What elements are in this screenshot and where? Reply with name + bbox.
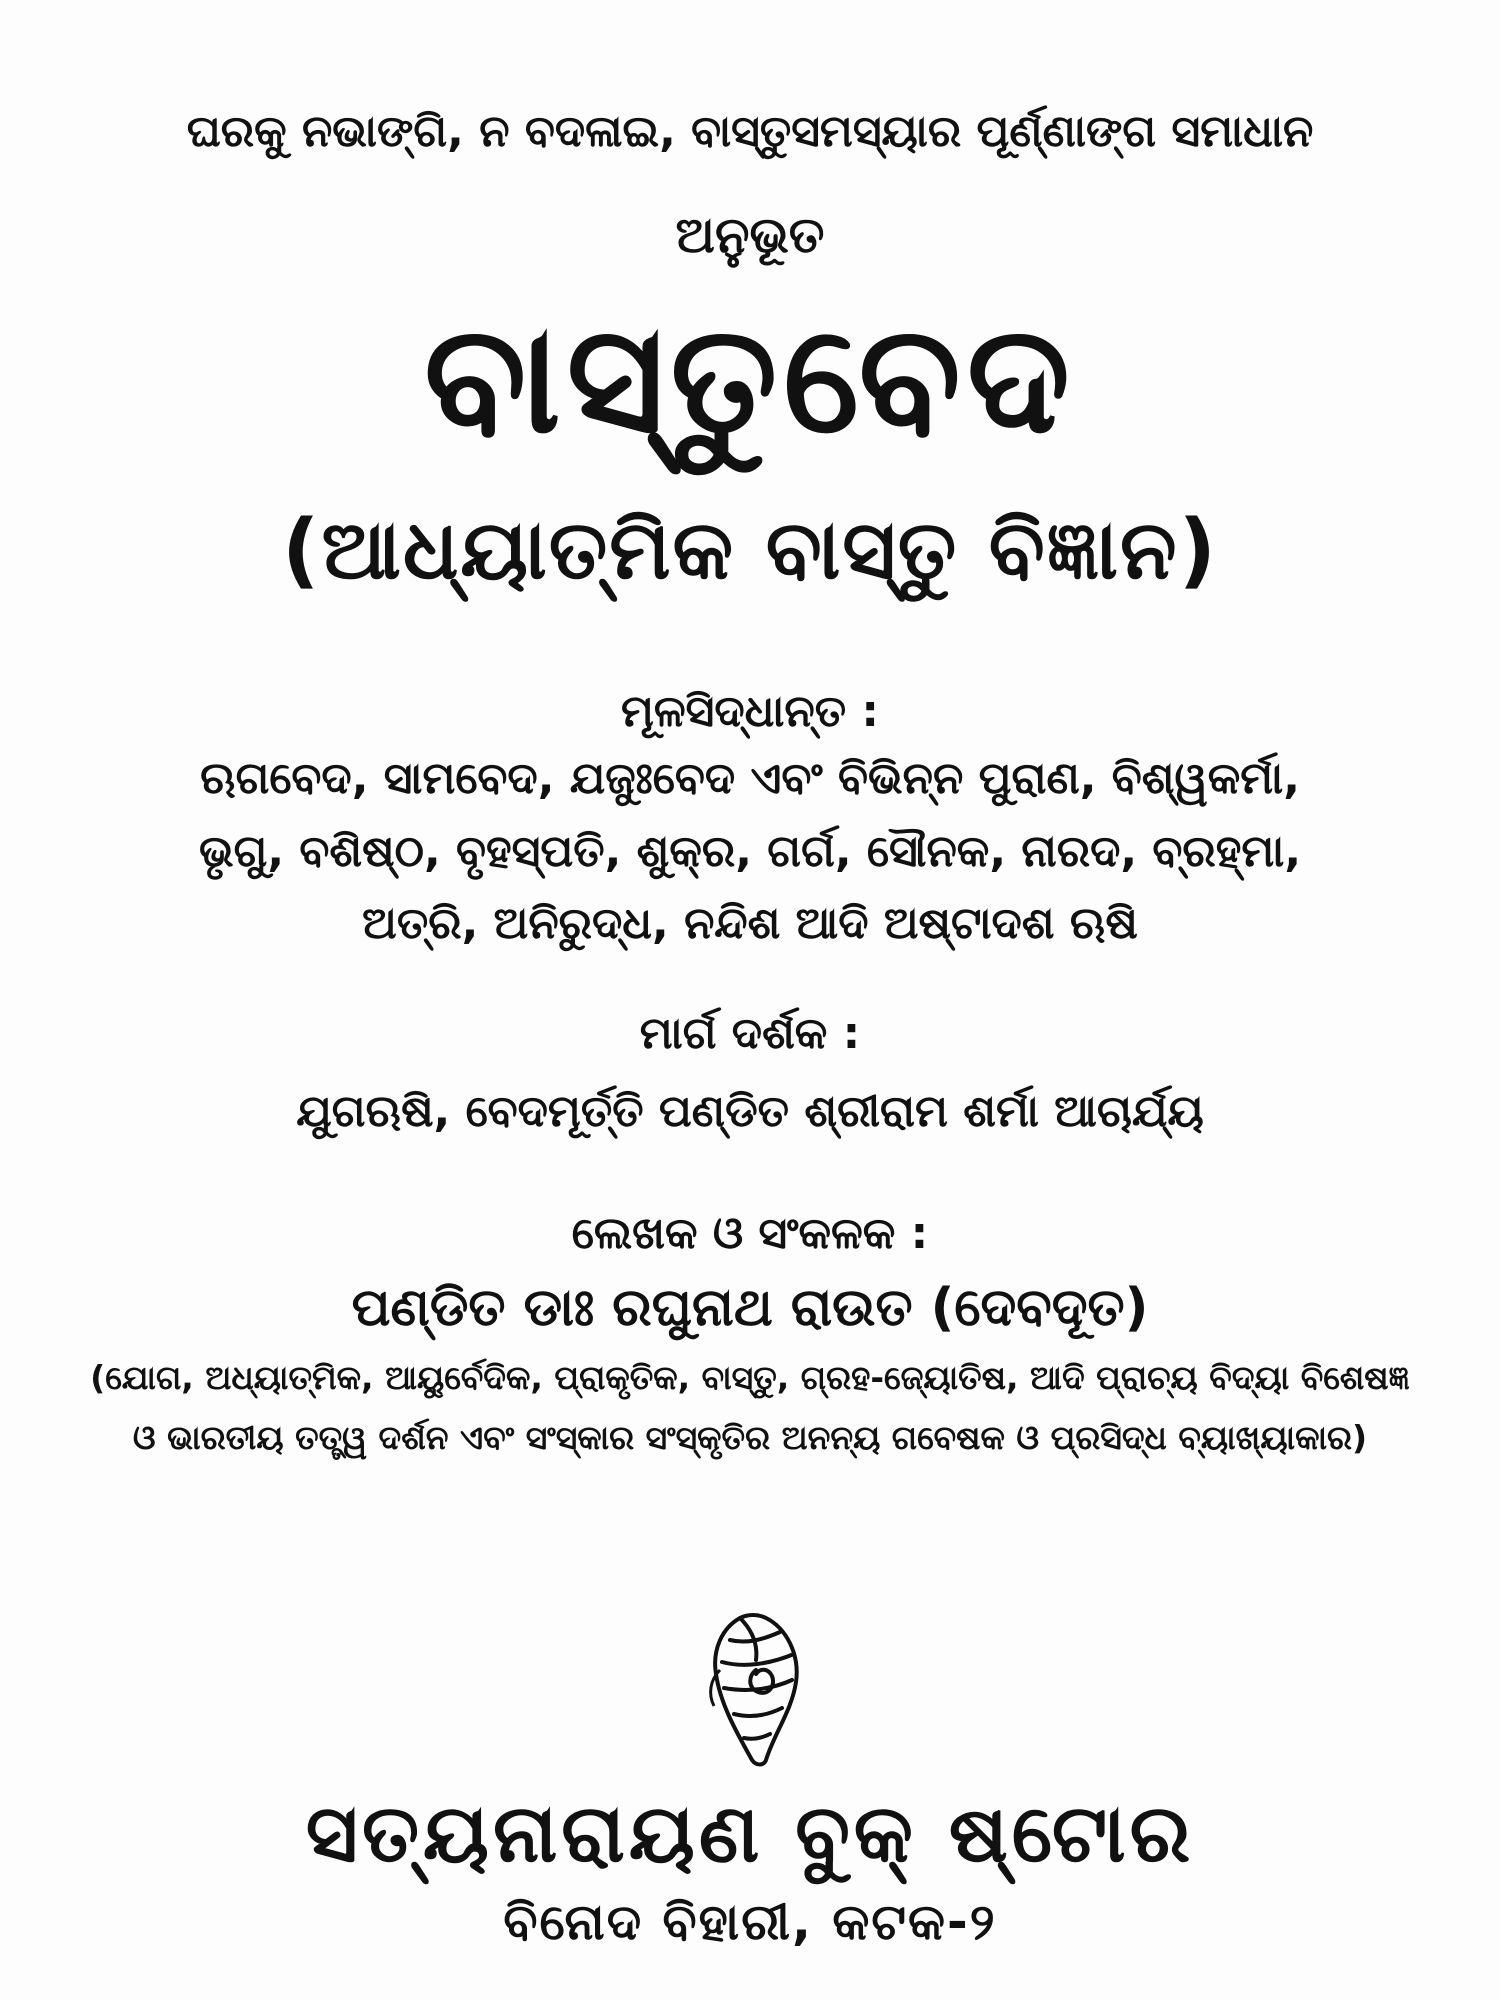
principles-label: ମୂଳସିଦ୍ଧାନ୍ତ : (620, 686, 880, 737)
author-description-line: ଓ ଭାରତୀୟ ତତ୍ତ୍ୱ ଦର୍ଶନ ଏବଂ ସଂସ୍କାର ସଂସ୍କୃତିର ଅନନ୍ୟ ଗବେଷକ ଓ ପ୍ରସିଦ୍ଧ ବ୍ୟାଖ୍ୟାକାର) (132, 1418, 1368, 1457)
book-subtitle: (ଆଧ୍ୟାତ୍ମିକ ବାସ୍ତୁ ବିଜ୍ଞାନ) (282, 503, 1218, 598)
principles-line: ଭୃଗୁ, ବଶିଷ୍ଠ, ବୃହସ୍ପତି, ଶୁକ୍ର, ଗର୍ଗ, ସୌନକ, ନାରଦ, ବ୍ରହ୍ମା, (198, 826, 1302, 877)
publisher-address: ବିନୋଦ ବିହାରୀ, କଟକ-୨ (503, 1893, 997, 1951)
principles-line: ଋଗବେଦ, ସାମବେଦ, ଯଜୁଃବେଦ ଏବଂ ବିଭିନ୍ନ ପୁରାଣ, ବିଶ୍ୱକର୍ମା, (200, 753, 1300, 804)
author-description-line: (ଯୋଗ, ଅଧ୍ୟାତ୍ମିକ, ଆୟୁର୍ବେଦିକ, ପ୍ରାକୃତିକ, ବାସ୍ତୁ, ଗ୍ରହ-ଜ୍ୟୋତିଷ, ଆଦି ପ୍ରାଚ୍ୟ ବିଦ୍ୟା ବିଶେଷଜ୍ଞ (90, 1358, 1410, 1397)
conch-shell-icon (700, 1610, 810, 1770)
book-title: ବାସ୍ତୁବେଦ (424, 293, 1076, 467)
title-prefix: ଅନୁଭୂତ (675, 206, 825, 264)
guide-label: ମାର୍ଗ ଦର୍ଶକ : (639, 1008, 861, 1059)
tagline: ଘରକୁ ନଭାଙ୍ଗି, ନ ବଦଳାଇ, ବାସ୍ତୁସମସ୍ୟାର ପୂର୍ଣ୍ଣାଙ୍ଗ ସମାଧାନ (186, 106, 1314, 157)
author-label: ଲେଖକ ଓ ସଂକଳକ : (571, 1208, 929, 1259)
guide-text: ଯୁଗଋଷି, ବେଦମୂର୍ତ୍ତି ପଣ୍ଡିତ ଶ୍ରୀରାମ ଶର୍ମା ଆଚାର୍ଯ୍ୟ (296, 1086, 1204, 1137)
author-name: ପଣ୍ଡିତ ଡାଃ ରଘୁନାଥ ରାଉତ (ଦେବଦୂତ) (351, 1278, 1149, 1338)
principles-line: ଅତ୍ରି, ଅନିରୁଦ୍ଧ, ନନ୍ଦିଶ ଆଦି ଅଷ୍ଟାଦଶ ଋଷି (362, 898, 1138, 949)
publisher-name: ସତ୍ୟନାରାୟଣ ବୁକ୍ ଷ୍ଟୋର (305, 1787, 1195, 1880)
